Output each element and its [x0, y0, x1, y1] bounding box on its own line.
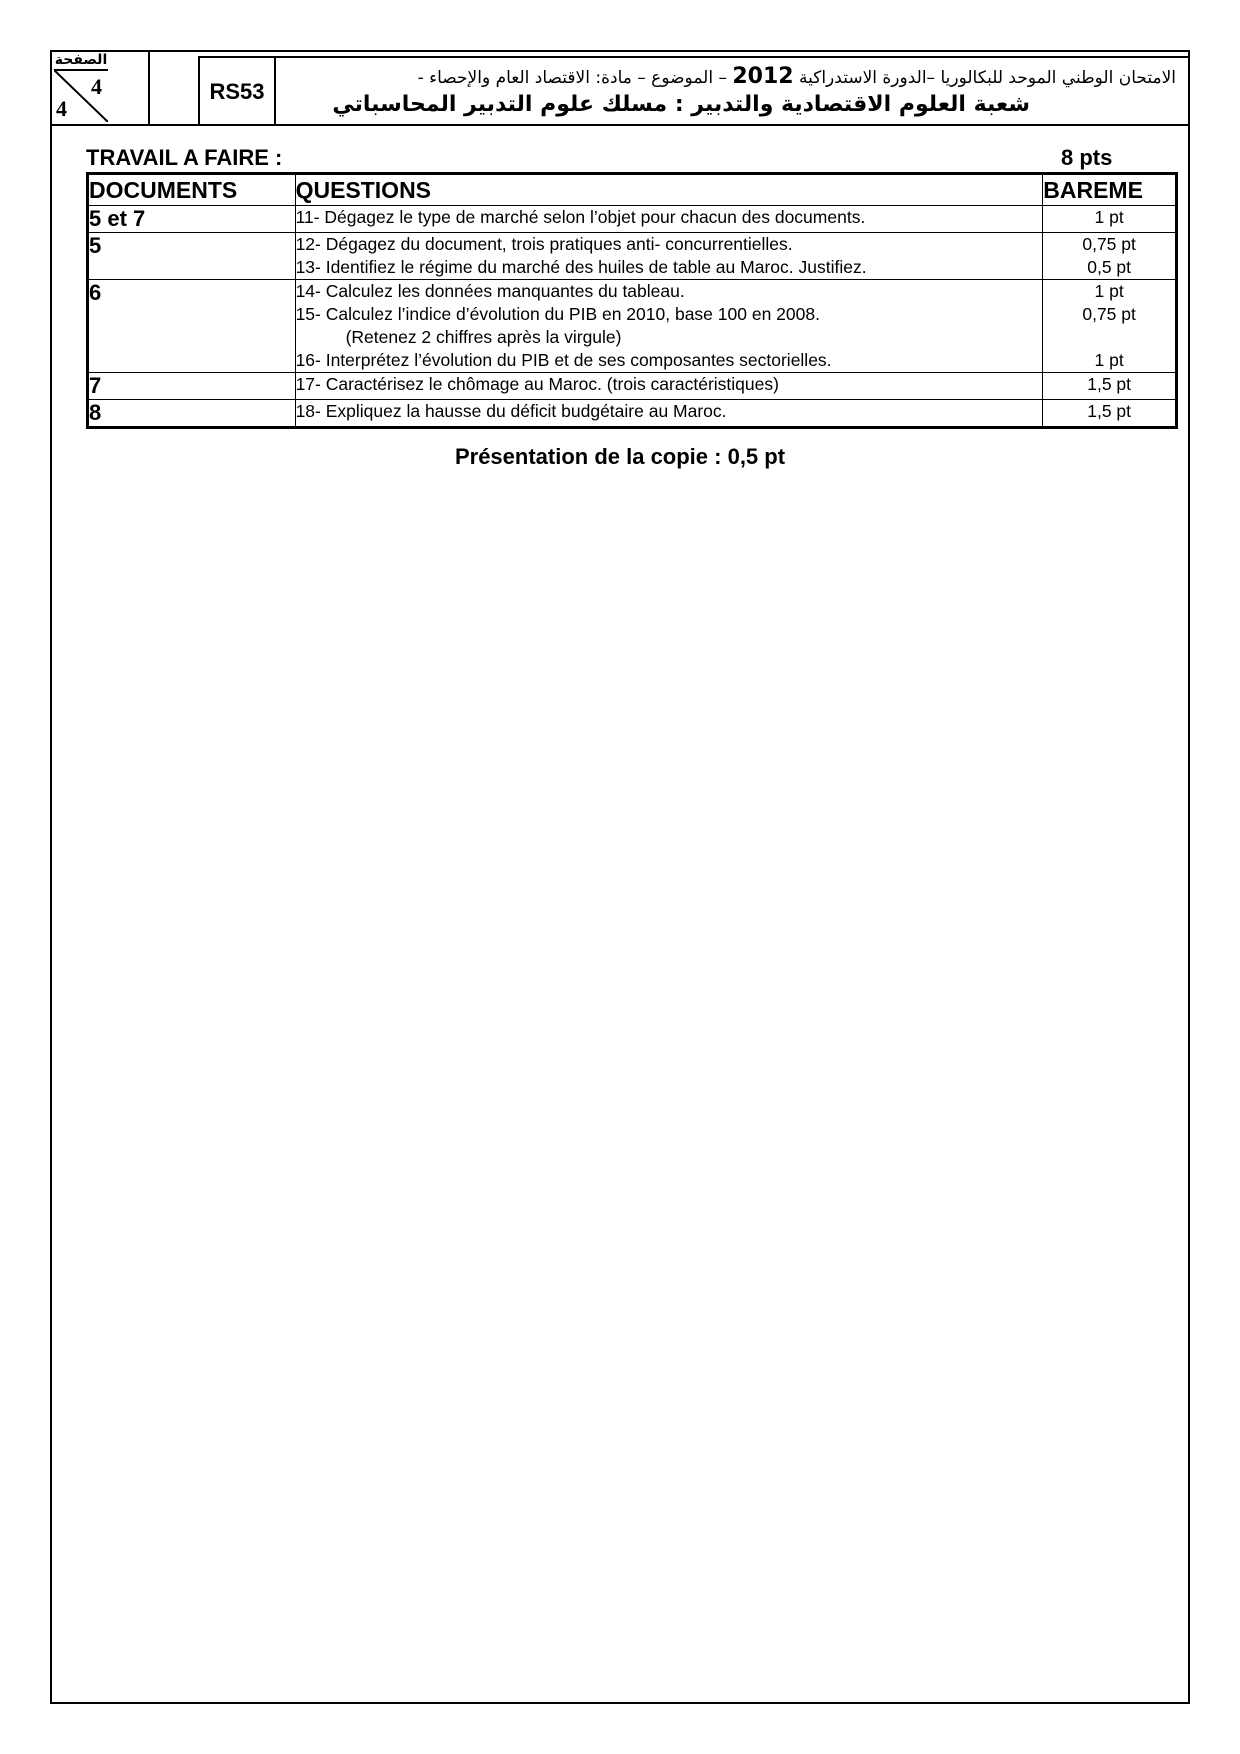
- table-row: [88, 280, 1177, 373]
- bareme-value: 1 pt: [1094, 207, 1124, 227]
- row-questions: [295, 206, 1043, 233]
- exam-header: [50, 50, 1190, 126]
- row-questions: [295, 233, 1043, 280]
- row-bareme: [1043, 373, 1177, 400]
- question-note: (Retenez 2 chiffres après la virgule): [345, 327, 622, 347]
- table-header-row: [88, 174, 1177, 206]
- row-questions: [295, 280, 1043, 373]
- exam-title-box: [276, 56, 1190, 126]
- exam-title-line1: [418, 64, 1176, 89]
- bareme-value: 1,5 pt: [1087, 374, 1132, 394]
- header-bareme: BAREME: [1043, 174, 1177, 206]
- row-document: 8: [88, 400, 296, 428]
- bareme-value: 1,5 pt: [1087, 401, 1132, 421]
- bareme-value: 0,5 pt: [1087, 257, 1132, 277]
- exam-title-part1: الامتحان الوطني الموحد للبكالوريا –الدورة الاستدراكية: [799, 68, 1176, 88]
- page-fraction: [54, 70, 108, 122]
- table-row: [88, 400, 1177, 428]
- presentation-note: Présentation de la copie : 0,5 pt: [454, 444, 786, 469]
- table-row: [88, 233, 1177, 280]
- question-line: 14- Calculez les données manquantes du tableau.: [295, 281, 685, 301]
- bareme-value: 1 pt: [1094, 281, 1124, 301]
- row-document: 5: [88, 233, 296, 280]
- bareme-value: 0,75 pt: [1082, 234, 1136, 254]
- row-document: 5 et 7: [88, 206, 296, 233]
- row-bareme: [1043, 206, 1177, 233]
- task-heading: [86, 145, 1186, 171]
- bareme-spacer: [1043, 326, 1175, 349]
- question-line: 17- Caractérisez le chômage au Maroc. (trois caractéristiques): [295, 374, 779, 394]
- bareme-value: 1 pt: [1094, 350, 1124, 370]
- page-total: 4: [56, 96, 67, 121]
- exam-title-line2: شعبة العلوم الاقتصادية والتدبير : مسلك علوم التدبير المحاسباتي: [332, 92, 1030, 117]
- question-line: 18- Expliquez la hausse du déficit budgétaire au Maroc.: [295, 401, 727, 421]
- row-bareme: [1043, 233, 1177, 280]
- question-line: 16- Interprétez l’évolution du PIB et de ses composantes sectorielles.: [295, 350, 832, 370]
- header-questions: QUESTIONS: [295, 174, 1043, 206]
- question-line: 11- Dégagez le type de marché selon l’objet pour chacun des documents.: [295, 207, 866, 227]
- task-title: TRAVAIL A FAIRE :: [86, 145, 283, 170]
- exam-code: RS53: [198, 56, 276, 126]
- header-documents: DOCUMENTS: [88, 174, 296, 206]
- row-document: 6: [88, 280, 296, 373]
- table-row: [88, 206, 1177, 233]
- bareme-value: 0,75 pt: [1082, 304, 1136, 324]
- questions-table: [86, 172, 1178, 429]
- page-number-box: [50, 50, 150, 126]
- row-bareme: [1043, 400, 1177, 428]
- exam-code-box: [150, 50, 276, 126]
- question-line: 13- Identifiez le régime du marché des huiles de table au Maroc. Justifiez.: [295, 257, 867, 277]
- row-questions: [295, 400, 1043, 428]
- page-label: الصفحة: [54, 51, 108, 71]
- table-row: [88, 373, 1177, 400]
- row-questions: [295, 373, 1043, 400]
- row-document: 7: [88, 373, 296, 400]
- exam-year: 2012: [732, 64, 794, 89]
- exam-title-part2: – الموضوع – مادة: الاقتصاد العام والإحصاء -: [417, 68, 727, 88]
- header-divider: [50, 124, 1190, 126]
- question-line: 15- Calculez l’indice d’évolution du PIB en 2010, base 100 en 2008.: [295, 304, 820, 324]
- row-bareme: [1043, 280, 1177, 373]
- page-current: 4: [91, 74, 102, 99]
- task-points: 8 pts: [1061, 145, 1113, 170]
- question-line: 12- Dégagez du document, trois pratiques anti- concurrentielles.: [295, 234, 793, 254]
